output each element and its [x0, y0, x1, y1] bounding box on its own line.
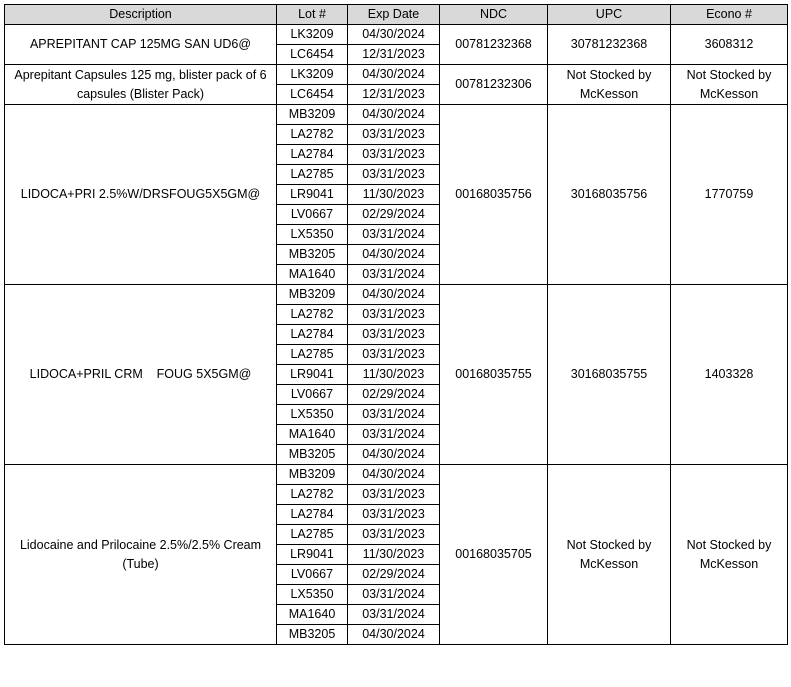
- exp-date: 11/30/2023: [348, 545, 440, 565]
- lot-number: LK3209: [277, 25, 348, 45]
- lot-number: LA2784: [277, 325, 348, 345]
- lot-number: LA2784: [277, 145, 348, 165]
- lot-number: MB3205: [277, 625, 348, 645]
- lot-number: LA2785: [277, 345, 348, 365]
- exp-date: 12/31/2023: [348, 85, 440, 105]
- lot-number: LV0667: [277, 385, 348, 405]
- lot-number: LA2782: [277, 305, 348, 325]
- exp-date: 03/31/2024: [348, 265, 440, 285]
- lot-number: MB3205: [277, 445, 348, 465]
- lot-number: MB3205: [277, 245, 348, 265]
- exp-date: 03/31/2023: [348, 525, 440, 545]
- lot-number: LV0667: [277, 205, 348, 225]
- exp-date: 04/30/2024: [348, 445, 440, 465]
- lot-number: LK3209: [277, 65, 348, 85]
- upc-code: 30781232368: [548, 25, 671, 65]
- exp-date: 12/31/2023: [348, 45, 440, 65]
- exp-date: 03/31/2024: [348, 225, 440, 245]
- lot-number: LC6454: [277, 85, 348, 105]
- ndc-code: 00168035756: [440, 105, 548, 285]
- upc-code: 30168035756: [548, 105, 671, 285]
- upc-code: Not Stocked by McKesson: [548, 465, 671, 645]
- exp-date: 04/30/2024: [348, 625, 440, 645]
- econo-number: Not Stocked by McKesson: [671, 65, 788, 105]
- exp-date: 03/31/2024: [348, 585, 440, 605]
- header-econo: Econo #: [671, 5, 788, 25]
- econo-number: Not Stocked by McKesson: [671, 465, 788, 645]
- exp-date: 03/31/2023: [348, 505, 440, 525]
- table-body: [5, 25, 788, 645]
- lot-number: MA1640: [277, 265, 348, 285]
- lot-number: LR9041: [277, 365, 348, 385]
- econo-number: 1403328: [671, 285, 788, 465]
- lot-number: MA1640: [277, 425, 348, 445]
- lot-number: LA2782: [277, 125, 348, 145]
- table-row: [5, 25, 788, 45]
- table-row: [5, 285, 788, 305]
- lot-number: LC6454: [277, 45, 348, 65]
- lot-number: LX5350: [277, 225, 348, 245]
- exp-date: 03/31/2024: [348, 605, 440, 625]
- exp-date: 11/30/2023: [348, 185, 440, 205]
- exp-date: 04/30/2024: [348, 285, 440, 305]
- exp-date: 02/29/2024: [348, 385, 440, 405]
- exp-date: 04/30/2024: [348, 465, 440, 485]
- exp-date: 03/31/2024: [348, 425, 440, 445]
- lot-number: LR9041: [277, 185, 348, 205]
- lot-number: LX5350: [277, 585, 348, 605]
- table-row: [5, 105, 788, 125]
- product-description: Lidocaine and Prilocaine 2.5%/2.5% Cream (Tube): [5, 465, 277, 645]
- lot-number: MB3209: [277, 285, 348, 305]
- lot-number: LA2785: [277, 165, 348, 185]
- exp-date: 02/29/2024: [348, 205, 440, 225]
- exp-date: 11/30/2023: [348, 365, 440, 385]
- ndc-code: 00168035705: [440, 465, 548, 645]
- exp-date: 03/31/2023: [348, 125, 440, 145]
- exp-date: 03/31/2023: [348, 485, 440, 505]
- ndc-code: 00781232368: [440, 25, 548, 65]
- upc-code: 30168035755: [548, 285, 671, 465]
- econo-number: 1770759: [671, 105, 788, 285]
- upc-code: Not Stocked by McKesson: [548, 65, 671, 105]
- exp-date: 02/29/2024: [348, 565, 440, 585]
- exp-date: 03/31/2024: [348, 405, 440, 425]
- table-row: [5, 65, 788, 85]
- header-ndc: NDC: [440, 5, 548, 25]
- ndc-code: 00781232306: [440, 65, 548, 105]
- header-description: Description: [5, 5, 277, 25]
- product-description: LIDOCA+PRI 2.5%W/DRSFOUG5X5GM@: [5, 105, 277, 285]
- product-description: LIDOCA+PRIL CRM FOUG 5X5GM@: [5, 285, 277, 465]
- product-description: APREPITANT CAP 125MG SAN UD6@: [5, 25, 277, 65]
- table-row: [5, 465, 788, 485]
- exp-date: 04/30/2024: [348, 105, 440, 125]
- recall-table: [4, 4, 788, 645]
- lot-number: LV0667: [277, 565, 348, 585]
- lot-number: LR9041: [277, 545, 348, 565]
- lot-number: LA2784: [277, 505, 348, 525]
- lot-number: MB3209: [277, 105, 348, 125]
- exp-date: 03/31/2023: [348, 345, 440, 365]
- ndc-code: 00168035755: [440, 285, 548, 465]
- lot-number: MB3209: [277, 465, 348, 485]
- lot-number: MA1640: [277, 605, 348, 625]
- header-upc: UPC: [548, 5, 671, 25]
- exp-date: 03/31/2023: [348, 145, 440, 165]
- econo-number: 3608312: [671, 25, 788, 65]
- header-exp-date: Exp Date: [348, 5, 440, 25]
- header-row: [5, 5, 788, 25]
- exp-date: 03/31/2023: [348, 165, 440, 185]
- product-description: Aprepitant Capsules 125 mg, blister pack of 6 capsules (Blister Pack): [5, 65, 277, 105]
- lot-number: LX5350: [277, 405, 348, 425]
- header-lot: Lot #: [277, 5, 348, 25]
- exp-date: 03/31/2023: [348, 325, 440, 345]
- exp-date: 03/31/2023: [348, 305, 440, 325]
- exp-date: 04/30/2024: [348, 25, 440, 45]
- exp-date: 04/30/2024: [348, 65, 440, 85]
- lot-number: LA2785: [277, 525, 348, 545]
- exp-date: 04/30/2024: [348, 245, 440, 265]
- lot-number: LA2782: [277, 485, 348, 505]
